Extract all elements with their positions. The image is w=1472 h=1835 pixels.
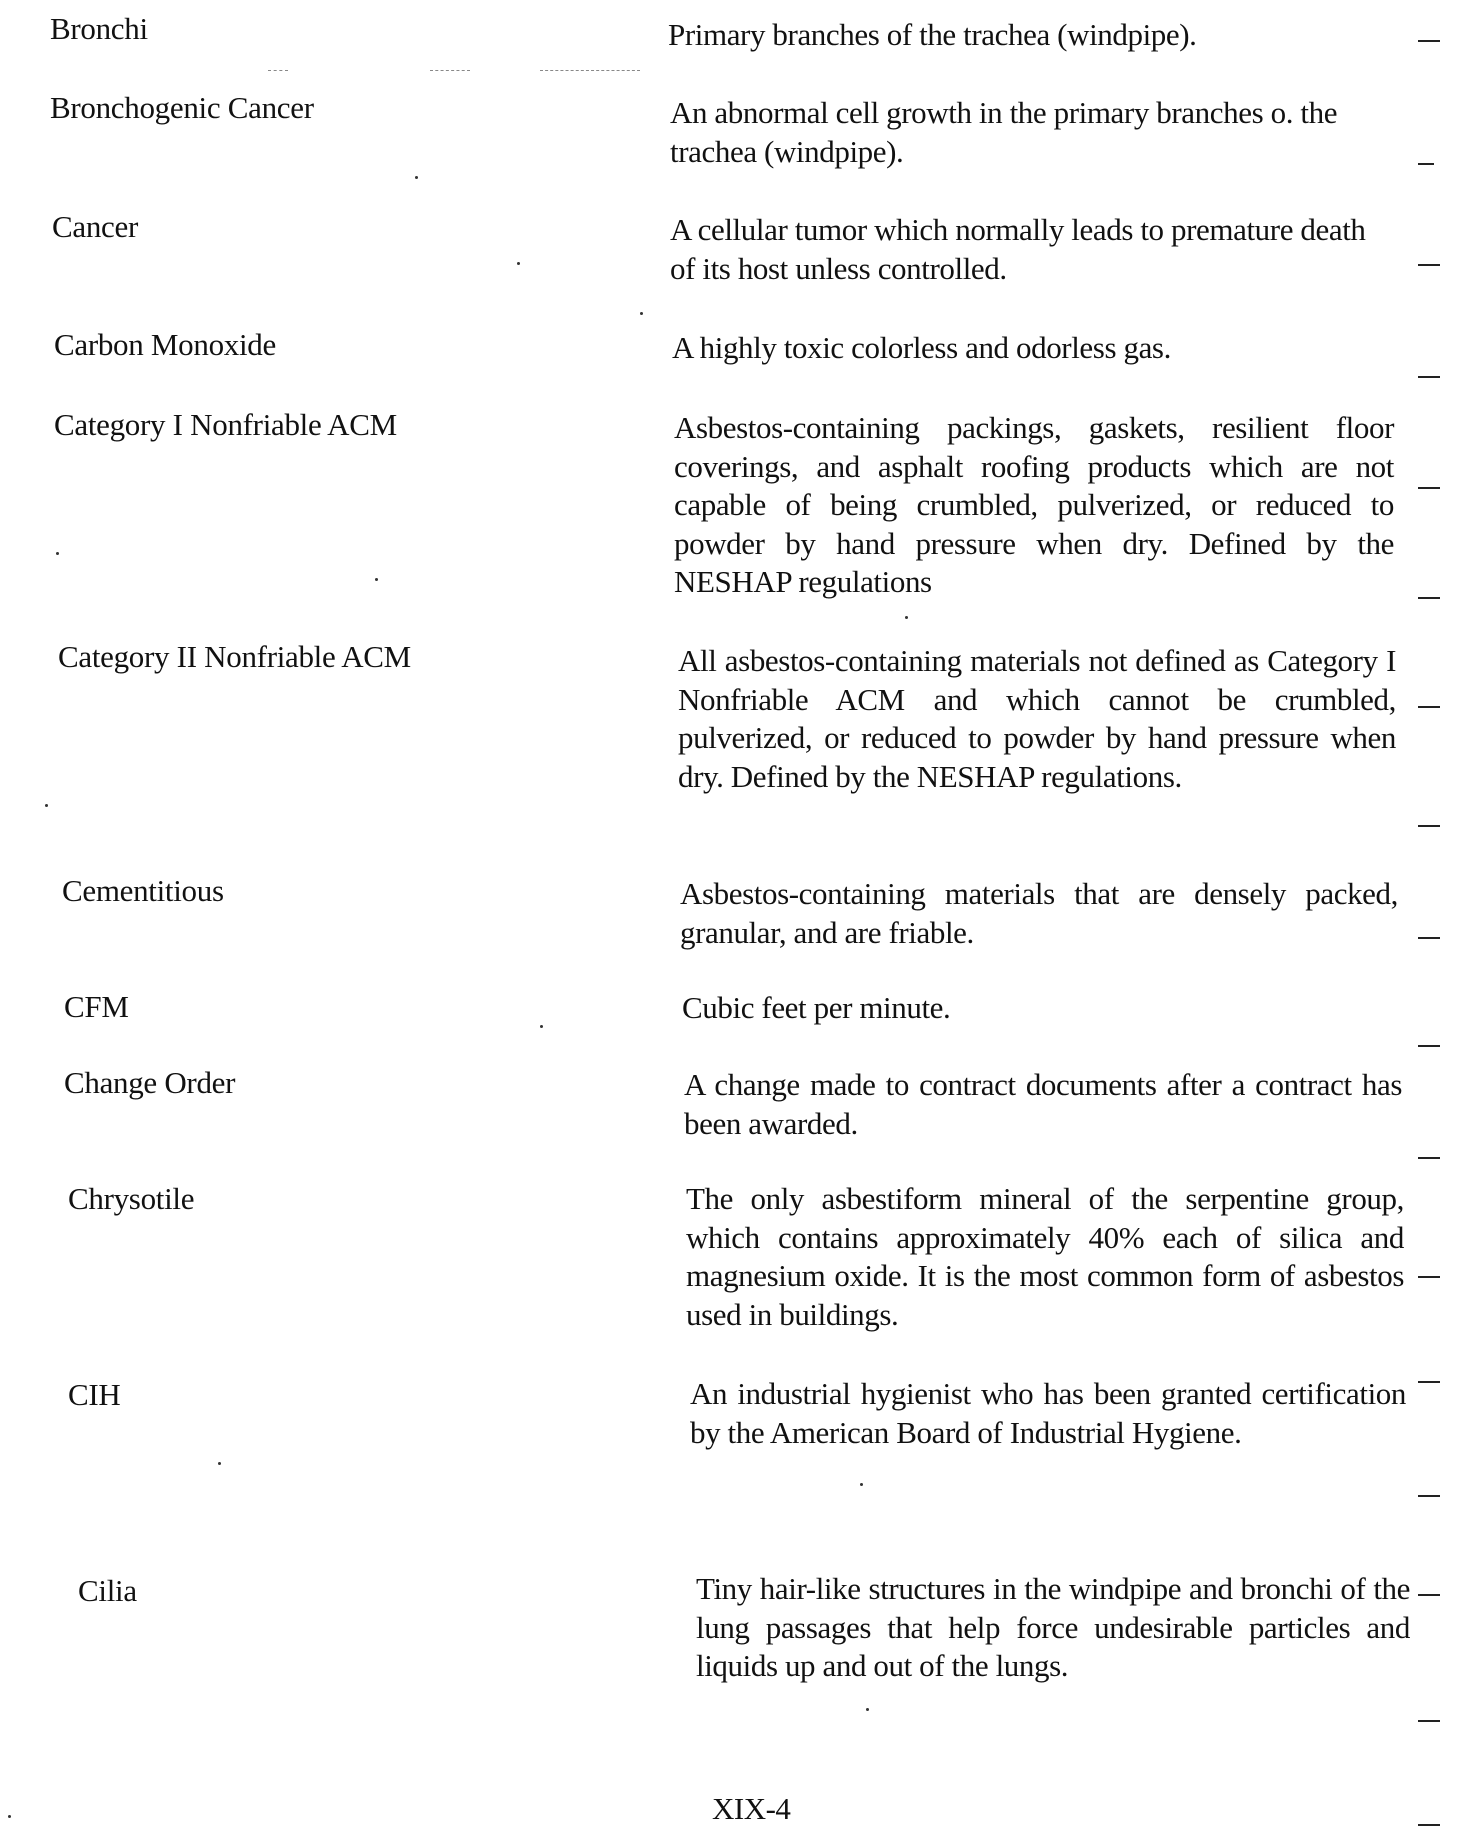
margin-tick [1418,376,1440,378]
glossary-definition: A cellular tumor which normally leads to premature death of its host unless controlled. [670,212,1366,286]
glossary-definition: Tiny hair-like structures in the windpipe and bronchi of the lung passages that help force undesirable particles and liquids up and out of the lungs. [696,1571,1410,1683]
scan-artifact [860,1483,863,1486]
scan-artifact [268,70,288,72]
glossary-term: Category I Nonfriable ACM [54,407,397,442]
glossary-definition: Asbestos-containing packings, gaskets, resilient floor coverings, and asphalt roofing products which are not capable of being crumbled, pulverized, or reduced to powder by hand pressure when dry. Defined by the NESHAP regulations [674,410,1394,599]
margin-tick [1418,1495,1440,1497]
scan-artifact [540,70,640,72]
margin-tick [1418,1381,1440,1383]
glossary-definition: A highly toxic colorless and odorless gas. [672,330,1171,365]
scan-artifact [375,578,378,581]
glossary-term: Carbon Monoxide [54,327,276,362]
scan-artifact [56,552,59,555]
margin-tick [1418,1276,1440,1278]
glossary-definition: An industrial hygienist who has been granted certification by the American Board of Industrial Hygiene. [690,1376,1406,1450]
page-number: XIX-4 [712,1791,791,1826]
scan-artifact [415,176,418,179]
glossary-term: Category II Nonfriable ACM [58,639,411,674]
scan-artifact [905,616,908,619]
glossary-definition: Asbestos-containing materials that are densely packed, granular, and are friable. [680,876,1398,950]
glossary-term: Cementitious [62,873,224,908]
margin-tick [1418,40,1440,42]
glossary-term: Bronchogenic Cancer [50,90,314,125]
margin-tick [1418,1157,1440,1159]
margin-tick [1418,825,1440,827]
margin-tick [1418,1045,1440,1047]
glossary-term: CFM [64,989,129,1024]
glossary-definition: Cubic feet per minute. [682,990,951,1025]
margin-tick [1418,1824,1440,1826]
glossary-definition: All asbestos-containing materials not defined as Category I Nonfriable ACM and which cannot be crumbled, pulverized, or reduced to powder by hand pressure when dry. Defined by the NESHAP regulations. [678,643,1396,794]
margin-tick [1418,597,1440,599]
margin-tick [1418,937,1440,939]
scan-artifact [640,312,643,315]
scan-artifact [517,262,520,265]
glossary-term: Bronchi [50,11,148,46]
scan-artifact [8,1815,11,1818]
margin-tick [1418,163,1434,165]
glossary-term: Chrysotile [68,1181,195,1216]
margin-tick [1418,1720,1440,1722]
margin-tick [1418,1594,1440,1596]
margin-tick [1418,264,1440,266]
scan-artifact [218,1462,221,1465]
glossary-definition: A change made to contract documents after a contract has been awarded. [684,1067,1402,1141]
scan-artifact [866,1708,869,1711]
glossary-term: Cilia [78,1573,137,1608]
glossary-definition: Primary branches of the trachea (windpipe). [668,17,1197,52]
margin-tick [1418,487,1440,489]
glossary-term: CIH [68,1377,121,1412]
glossary-term: Cancer [52,209,138,244]
margin-tick [1418,706,1440,708]
scan-artifact [45,804,48,807]
glossary-definition: An abnormal cell growth in the primary branches o. the trachea (windpipe). [670,95,1338,169]
scan-artifact [540,1025,543,1028]
scan-artifact [430,70,470,72]
glossary-term: Change Order [64,1065,236,1100]
glossary-definition: The only asbestiform mineral of the serpentine group, which contains approximately 40% each of silica and magnesium oxide. It is the most common form of asbestos used in buildings. [686,1181,1404,1332]
